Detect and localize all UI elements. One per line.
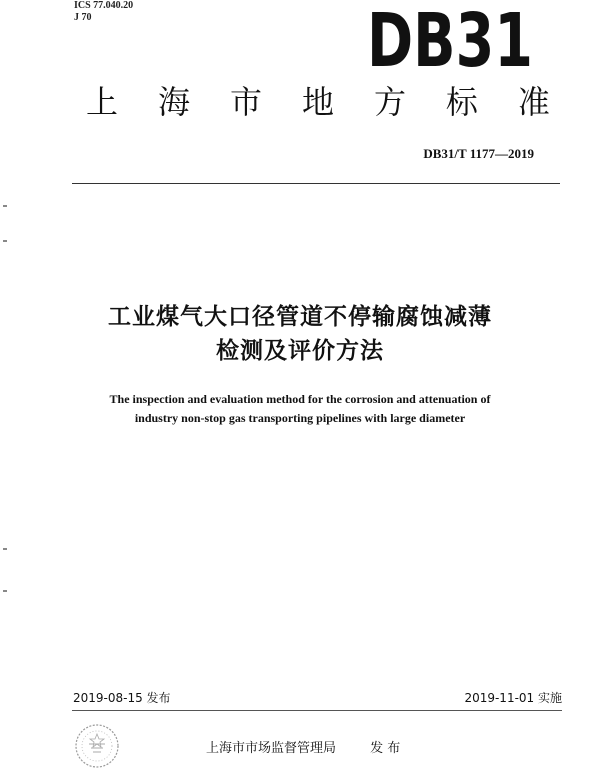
- date-row: [73, 690, 562, 706]
- standard-type-char: 标: [445, 83, 478, 121]
- standard-type-char: 方: [373, 83, 406, 121]
- official-seal-icon: [72, 722, 122, 770]
- scan-mark: [3, 205, 7, 207]
- issue-date: 2019-08-15 发布: [73, 691, 171, 705]
- footer-divider: [72, 710, 562, 711]
- issuer-line: [206, 740, 430, 758]
- standard-type-char: 上: [86, 83, 119, 121]
- title-en-line: The inspection and evaluation method for the corrosion and attenuation of: [109, 392, 491, 406]
- standard-code: DB31/T 1177—2019: [423, 146, 534, 161]
- standard-type-title: [86, 80, 550, 124]
- issue-word: 发 布: [370, 741, 401, 756]
- standard-type-char: 市: [229, 83, 262, 121]
- classification-codes: [74, 0, 133, 24]
- standard-type-char: 地: [301, 83, 334, 121]
- db31-logo: [365, 0, 535, 84]
- document-title-en: [60, 390, 540, 428]
- scan-mark: [3, 548, 7, 550]
- scan-mark: [3, 590, 7, 592]
- svg-text:DB31: DB31: [367, 0, 533, 84]
- issuer-name: 上海市市场监督管理局: [206, 741, 337, 756]
- standard-type-char: 海: [157, 83, 190, 121]
- title-cn-line: 工业煤气大口径管道不停输腐蚀减薄: [108, 304, 492, 330]
- document-title-cn: [0, 300, 600, 368]
- scan-mark: [3, 240, 7, 242]
- ics-code: ICS 77.040.20: [74, 0, 134, 11]
- standard-type-char: 准: [517, 83, 550, 121]
- header-divider: [72, 183, 560, 184]
- implement-date: 2019-11-01 实施: [464, 691, 562, 705]
- ccs-code: J 70: [74, 12, 92, 23]
- title-en-line: industry non-stop gas transporting pipelines with large diameter: [134, 411, 466, 425]
- title-cn-line: 检测及评价方法: [216, 338, 384, 364]
